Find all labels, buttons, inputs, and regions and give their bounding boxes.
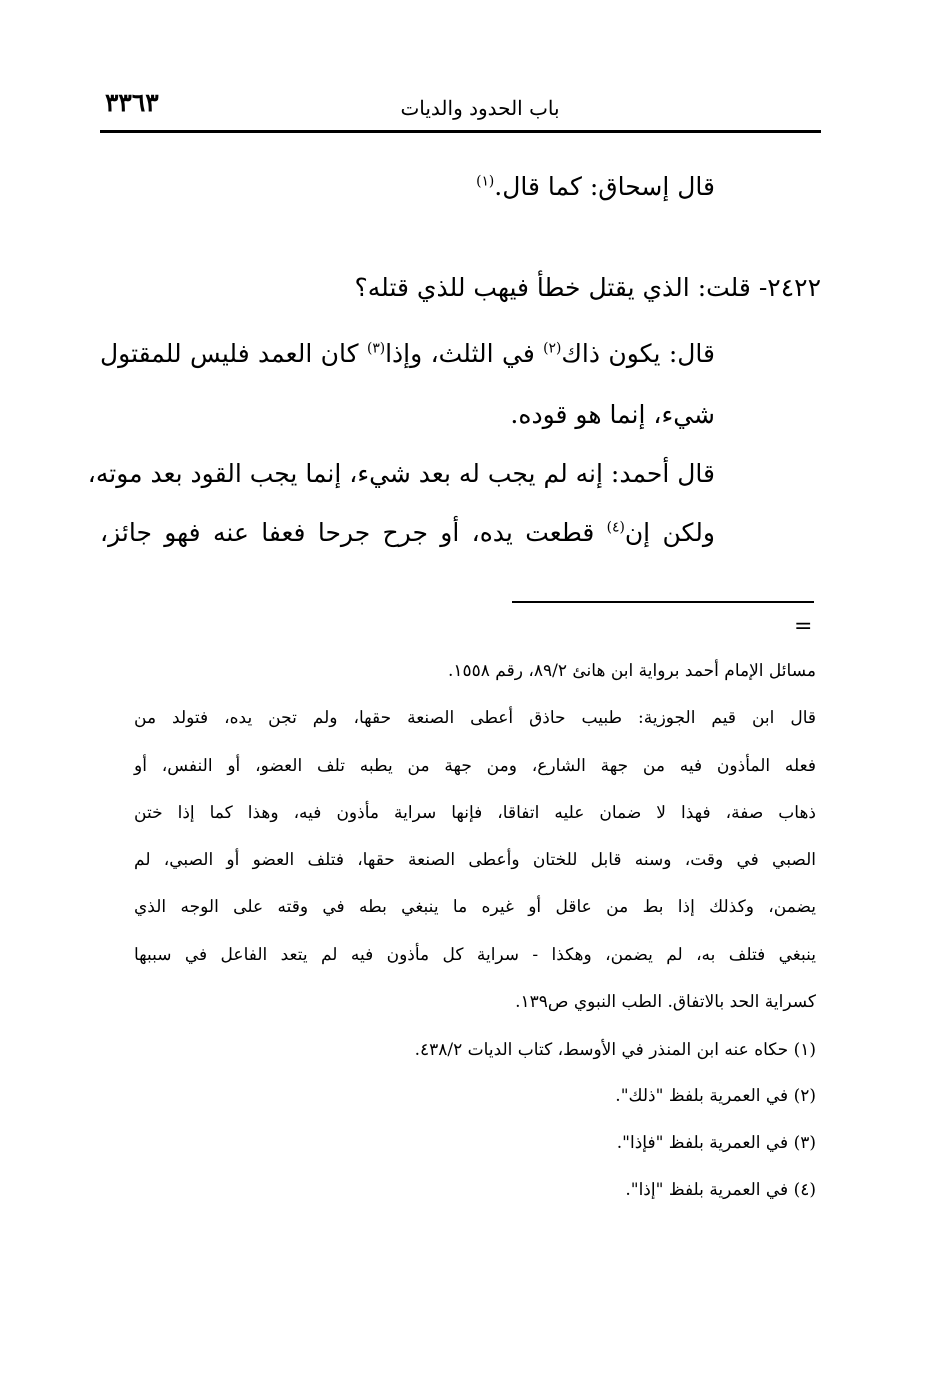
continuation-mark: =: [794, 614, 813, 639]
footnote-continued-5: الصبي في وقت، وسنه قابل للختان وأعطى الصنعة حقها، فتلف العضو أو الصبي، لم: [134, 850, 816, 870]
ahmad-line-2: [100, 518, 715, 547]
footnote-ref-3: (٣): [366, 340, 386, 357]
answer-text-b: في الثلث، وإذا: [385, 339, 544, 368]
footnote-continued-1: مسائل الإمام أحمد برواية ابن هانئ ٨٩/٢، رقم ١٥٥٨.: [447, 661, 816, 681]
footnote-4: (٤) في العمرية بلفظ "إذا".: [625, 1180, 816, 1200]
question-text: - قلت: الذي يقتل خطأ فيهب للذي قتله؟: [354, 273, 768, 302]
question-number: ٢٤٢٢: [767, 273, 821, 302]
ahmad-text-b: قطعت يده، أو جرح جرحا فعفا عنه فهو جائز،: [100, 518, 607, 547]
footnote-2: (٢) في العمرية بلفظ "ذلك".: [615, 1086, 816, 1106]
footnote-rule: [512, 601, 814, 603]
answer-text-a: قال: يكون ذاك: [561, 339, 715, 368]
main-line-ishaq: [476, 172, 715, 201]
page-number: ٣٣٦٣: [105, 88, 159, 117]
footnote-1: (١) حكاه عنه ابن المنذر في الأوسط، كتاب الديات ٤٣٨/٢.: [414, 1040, 816, 1060]
footnote-continued-3: فعله المأذون فيه من جهة الشارع، ومن جهة من يطبه تلف العضو، أو النفس، أو: [134, 756, 816, 776]
footnote-ref-2: (٢): [543, 340, 562, 357]
answer-text-c: كان العمد فليس للمقتول: [100, 339, 367, 368]
footnote-ref-4: (٤): [606, 519, 625, 536]
ahmad-line-1: قال أحمد: إنه لم يجب له بعد شيء، إنما يجب القود بعد موته،: [87, 459, 715, 488]
footnote-continued-7: ينبغي فتلف به، لم يضمن، وهكذا - سراية كل مأذون فيه لم يتعد الفاعل في سببها: [134, 945, 816, 965]
footnote-continued-8: كسراية الحد بالاتفاق. الطب النبوي ص١٣٩.: [515, 992, 816, 1012]
footnote-3: (٣) في العمرية بلفظ "فإذا".: [616, 1133, 816, 1153]
footnote-continued-2: قال ابن قيم الجوزية: طبيب حاذق أعطى الصنعة حقها، ولم تجن يده، فتولد من: [134, 708, 816, 728]
footnote-continued-4: ذهاب صفة، فهذا لا ضمان عليه اتفاقا، فإنها سراية مأذون فيه، وهذا كما إذا ختن: [134, 803, 816, 823]
footnote-continued-6: يضمن، وكذلك إذا بط من عاقل أو غيره ما ينبغي بطه في وقته على الوجه الذي: [134, 897, 816, 917]
running-header-title: باب الحدود والديات: [400, 96, 560, 120]
ishaq-text: قال إسحاق: كما قال.: [494, 172, 715, 201]
answer-line-1: [100, 339, 715, 368]
question-line: [355, 273, 822, 302]
header-rule: [100, 130, 821, 133]
footnote-ref-1: (١): [476, 173, 495, 190]
ahmad-text-a: ولكن إن: [624, 518, 716, 547]
answer-line-2: شيء، إنما هو قوده.: [510, 400, 715, 429]
